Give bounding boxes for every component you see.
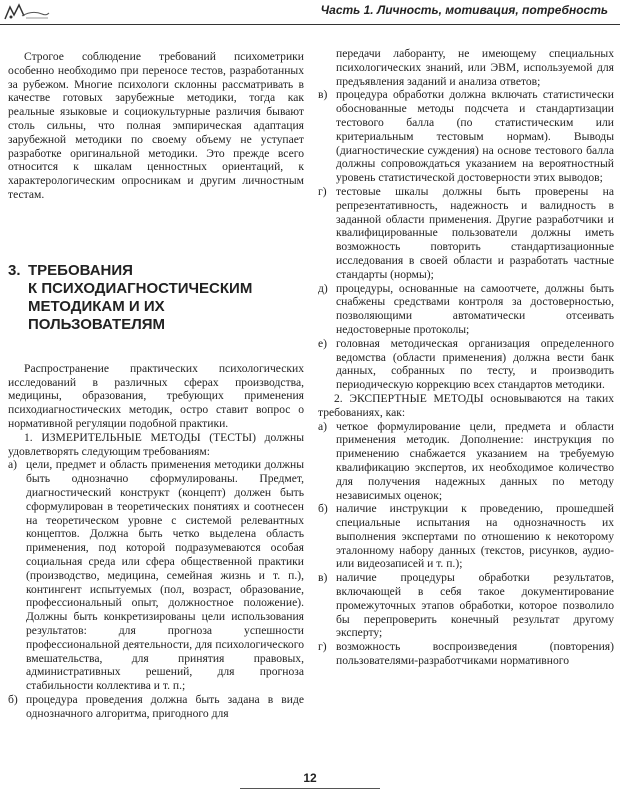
heading-line-4: ПОЛЬЗОВАТЕЛЯМ [28,315,166,333]
list-item [318,282,614,337]
list-marker: а) [8,458,18,472]
list-item [318,502,614,571]
footer-divider [240,788,380,789]
list-marker: в) [318,571,328,585]
list-item-text: наличие процедуры обработки результатов, включающей в себя такое документирование промежуточных этапов обработки, которое позволило бы перепроверить конечный результат другому эксперту; [336,571,614,640]
left-column [8,50,304,720]
heading-line-3: МЕТОДИКАМ И ИХ [28,297,165,315]
section-number: 3. [8,261,21,279]
paragraph: 1. ИЗМЕРИТЕЛЬНЫЕ МЕТОДЫ (ТЕСТЫ) должны удовлетворять следующим требованиям: [8,430,304,458]
paragraph: 2. ЭКСПЕРТНЫЕ МЕТОДЫ основываются на таких требованиях, как: [318,391,614,419]
list-marker: е) [318,336,328,350]
intro-paragraph: Строгое соблюдение требований психометрики особенно необходимо при переносе тестов, разработанных за рубежом. Многие психологи склонны рассматривать в качестве готовых зарубежные методики, тогда как реальные языковые и социокультурные различия бывают столь сильны, что полная эмпирическая адаптация зарубежной методики по своему объему не уступает разработке оригинальной методики. Это прежде всего относится к шкалам ценностных ориентаций, к характерологическим опросникам и другим личностным тестам. [8,50,304,201]
list-item-text: возможность воспроизведения (повторения) пользователями-разработчиками нормативного [336,640,614,668]
list-marker: б) [8,692,18,706]
heading-line-1: ТРЕБОВАНИЯ [28,261,133,279]
list-item [318,571,614,640]
heading-line-2: К ПСИХОДИАГНОСТИЧЕСКИМ [28,279,253,297]
list-item-text: наличие инструкции к проведению, прошедшей специальные испытания на однозначность их выполнения экспертами по отношению к некоторому эталонному набору данных (текстов, рисунков, аудио- или видеозаписей и т. п.); [336,502,614,571]
list-item [8,693,304,721]
paragraph: Распространение практических психологических исследований в различных сферах производства, медицины, образования, требующих применения психодиагностических методик, остро ставит вопрос о нормативной регуляции подобной практики. [8,361,304,430]
continued-text: передачи лаборанту, не имеющему специальных психологических знаний, или ЭВМ, используемой для предъявления заданий и анализа ответов; [336,47,614,88]
list-marker: в) [318,88,328,102]
section-heading [8,262,304,334]
list-item-text: головная методическая организация определенного ведомства (области применения) должна вести банк данных, собранных по тесту, и производить периодическую коррекцию всех стандартов методики. [336,336,614,392]
list-item-text: тестовые шкалы должны быть проверены на репрезентативность, надежность и валидность в заданной области применения. Другие разработчики и квалифицированные пользователи должны иметь возможность повторить стандартизационные исследования в своей области и разработать частные стандарты (нормы); [336,184,614,281]
list-item [318,640,614,668]
list-item [318,185,614,282]
page-number: 12 [303,771,317,785]
list-item-text: четкое формулирование цели, предмета и области применения методик. Дополнение: инструкция по применению снабжается указанием на требуемую квалификацию экспертов, их необходимое количество для получения надежных данных по методу независимых оценок; [336,419,614,502]
publisher-logo-icon [2,2,52,22]
list-item [318,337,614,392]
header-title: Часть 1. Личность, мотивация, потребность [320,3,608,17]
running-header [0,0,620,25]
list-item-text: процедура обработки должна включать статистически обоснованные методы подсчета и стандартизации тестового балла (по статистическим или критериальным тестовым нормам). Выводы (диагностические суждения) на основе тестового балла должны сопровождаться указанием на вероятностный уровень статистической достоверности этих выводов; [336,88,614,185]
list-item-text: процедуры, основанные на самоотчете, должны быть снабжены средствами контроля за достоверностью, позволяющими автоматически отсеивать недостоверные протоколы; [336,281,614,336]
list-item-text: цели, предмет и область применения методики должны быть однозначно сформулированы. Предмет, диагностический конструкт (концепт) должен быть сформулирован в теоретических понятиях и соотнесен на теоретическом уровне с системой релевантных концептов. Должна быть четко выделена область применения, под которой подразумеваются особая социальная среда или сфера общественной практики (производство, медицина, семейная жизнь и т. п.), контингент испытуемых (пол, возраст, образование, профессиональный опыт, должностное положение). Должны быть конкретизированы цели использования результатов: для прогноза успешности профессиональной деятельности, для психологического вмешательства, для принятия правовых, административных решений, для прогноза стабильности коллектива и т. п.; [26,458,304,693]
list-item-text: процедура проведения должна быть задана в виде однозначного алгоритма, пригодного для [26,692,304,720]
list-marker: г) [318,640,327,654]
list-item [8,458,304,693]
list-marker: б) [318,502,328,516]
list-item [318,420,614,503]
right-column [318,47,614,668]
list-marker: г) [318,184,327,198]
list-item [318,88,614,185]
list-marker: д) [318,281,328,295]
list-marker: а) [318,419,328,433]
